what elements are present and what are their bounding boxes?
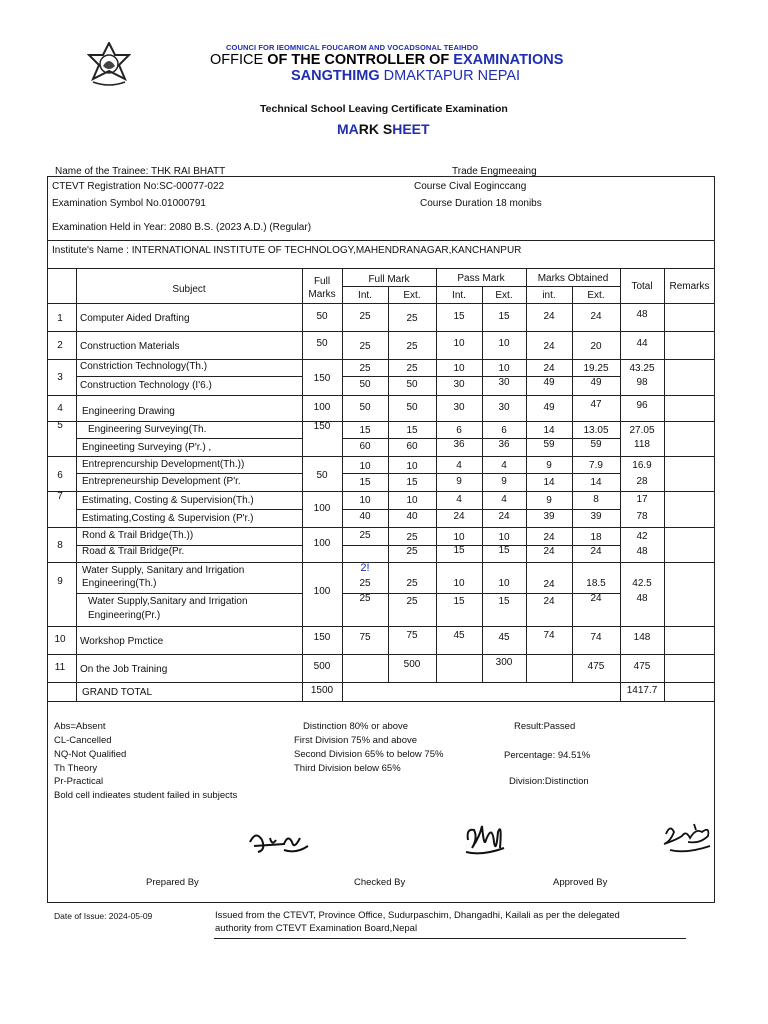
pass-ext: 45 bbox=[498, 632, 510, 643]
checked-signature bbox=[462, 818, 508, 860]
header-int: int. bbox=[542, 290, 556, 301]
subject-name-line2: Engineering(Th.) bbox=[82, 578, 157, 589]
full-marks: 100 bbox=[313, 503, 331, 514]
full-marks: 500 bbox=[313, 661, 331, 672]
full-int: 25 bbox=[359, 363, 371, 374]
subject-name: Engineering Drawing bbox=[82, 406, 175, 417]
subject-name: Engineeting Surveying (P'r.) , bbox=[82, 442, 212, 453]
obt-int: 39 bbox=[543, 511, 555, 522]
obt-int: 24 bbox=[543, 341, 555, 352]
obt-int: 24 bbox=[543, 532, 555, 543]
full-int: 25 bbox=[359, 311, 371, 322]
full-ext: 25 bbox=[406, 532, 418, 543]
full-marks: 150 bbox=[313, 421, 331, 432]
obt-ext: 475 bbox=[587, 661, 605, 672]
row-total: 118 bbox=[634, 439, 650, 450]
pass-ext: 15 bbox=[498, 596, 510, 607]
office-location: SANGTHIMG DMAKTAPUR NEPAI bbox=[291, 68, 521, 84]
full-ext: 50 bbox=[406, 402, 418, 413]
pass-int: 4 bbox=[456, 460, 462, 471]
obt-ext: 74 bbox=[590, 632, 602, 643]
pass-ext: 30 bbox=[498, 402, 510, 413]
subject-name: Constriction Technology(Th.) bbox=[80, 361, 208, 372]
full-int: 10 bbox=[359, 461, 371, 472]
full-marks: 150 bbox=[313, 632, 331, 643]
full-marks: 100 bbox=[313, 586, 331, 597]
approved-by-label: Approved By bbox=[553, 877, 608, 888]
legend-bold: Bold cell indieates student failed in subjects bbox=[54, 790, 238, 801]
full-ext: 15 bbox=[406, 477, 418, 488]
obt-ext: 18 bbox=[590, 532, 602, 543]
obt-int: 49 bbox=[543, 377, 555, 388]
grand-total-full: 1500 bbox=[310, 685, 334, 696]
header-full-a: Full bbox=[313, 276, 331, 287]
obt-int: 24 bbox=[543, 311, 555, 322]
trainee-name: Name of the Trainee: THK RAI BHATT bbox=[55, 166, 226, 177]
subject-name: Entreprencurship Development(Th.)) bbox=[82, 459, 245, 470]
obt-ext: 8 bbox=[593, 494, 599, 505]
legend-abs: Abs=Absent bbox=[54, 721, 106, 732]
pass-int: 30 bbox=[453, 379, 465, 390]
full-int-annotation: 2! bbox=[360, 562, 370, 574]
row-total: 98 bbox=[636, 377, 648, 388]
pass-int: 30 bbox=[453, 402, 465, 413]
exam-held: Examination Held in Year: 2080 B.S. (2023 A.D.) (Regular) bbox=[52, 222, 312, 233]
legend-third: Third Division below 65% bbox=[294, 763, 401, 774]
subject-name-line2: Engineering(Pr.) bbox=[88, 610, 161, 621]
full-int: 25 bbox=[359, 593, 371, 604]
full-marks: 50 bbox=[316, 470, 328, 481]
subject-name: Computer Aided Drafting bbox=[80, 313, 190, 324]
legend-distinction: Distinction 80% or above bbox=[303, 721, 409, 732]
full-marks: 50 bbox=[316, 338, 328, 349]
header-remarks: Remarks bbox=[669, 281, 710, 292]
legend-cl: CL-Cancelled bbox=[54, 735, 112, 746]
row-total: 17 bbox=[636, 494, 648, 505]
header-subject: Subject bbox=[172, 284, 206, 295]
full-int: 50 bbox=[359, 379, 371, 390]
full-int: 15 bbox=[359, 477, 371, 488]
full-ext: 25 bbox=[406, 363, 418, 374]
pass-ext: 10 bbox=[498, 578, 510, 589]
obt-ext: 24 bbox=[590, 311, 602, 322]
obt-ext: 18.5 bbox=[586, 578, 606, 589]
prepared-by-label: Prepared By bbox=[146, 877, 199, 888]
full-ext: 25 bbox=[406, 578, 418, 589]
full-ext: 10 bbox=[406, 461, 418, 472]
header-pass-mark: Pass Mark bbox=[457, 273, 505, 284]
pass-ext: 6 bbox=[501, 425, 507, 436]
full-int: 40 bbox=[359, 511, 371, 522]
pass-ext: 15 bbox=[498, 311, 510, 322]
row-total: 42 bbox=[636, 531, 648, 542]
row-sn: 7 bbox=[57, 491, 63, 502]
row-total: 48 bbox=[636, 546, 648, 557]
row-total: 44 bbox=[636, 338, 648, 349]
header-ext: Ext. bbox=[403, 290, 421, 301]
row-sn: 11 bbox=[54, 662, 66, 673]
obt-int: 9 bbox=[546, 495, 552, 506]
pass-ext: 36 bbox=[498, 439, 510, 450]
obt-ext: 14 bbox=[590, 477, 602, 488]
course-name: Course Cival Eoginccang bbox=[414, 181, 527, 192]
legend-nq: NQ-Not Qualified bbox=[54, 749, 127, 760]
full-int: 25 bbox=[359, 530, 371, 541]
issue-date: Date of Issue: 2024-05-09 bbox=[54, 911, 153, 921]
pass-ext: 9 bbox=[501, 476, 507, 487]
subject-name: Rond & Trail Bridge(Th.)) bbox=[82, 530, 194, 541]
row-total: 48 bbox=[636, 309, 648, 320]
row-total: 16.9 bbox=[632, 460, 652, 471]
subject-name-line1: Water Supply, Sanitary and Irrigation bbox=[82, 565, 245, 576]
full-int: 25 bbox=[359, 578, 371, 589]
pass-int: 45 bbox=[453, 630, 465, 641]
office-title: OFFICE OF THE CONTROLLER OF EXAMINATIONS bbox=[210, 52, 564, 68]
subject-name: Engineering Surveying(Th. bbox=[88, 424, 207, 435]
full-marks: 150 bbox=[313, 373, 331, 384]
full-ext: 60 bbox=[406, 441, 418, 452]
pass-int: 6 bbox=[456, 425, 462, 436]
header-int: Int. bbox=[358, 290, 372, 301]
obt-ext: 47 bbox=[590, 399, 602, 410]
row-sn: 10 bbox=[54, 634, 66, 645]
grand-total-obtained: 1417.7 bbox=[626, 685, 658, 696]
pass-int: 15 bbox=[453, 311, 465, 322]
grand-total-label: GRAND TOTAL bbox=[82, 687, 153, 698]
full-int: 60 bbox=[359, 441, 371, 452]
row-sn: 6 bbox=[57, 470, 63, 481]
row-total: 27.05 bbox=[629, 425, 655, 436]
pass-int: 15 bbox=[453, 545, 465, 556]
subject-name: Construction Materials bbox=[80, 341, 180, 352]
council-name: COUNCI FOR IEOMNICAL FOUCAROM AND VOCADSONAL TEAIHDO bbox=[226, 43, 479, 52]
full-ext: 500 bbox=[403, 659, 421, 670]
pass-int: 36 bbox=[453, 439, 465, 450]
subject-name: On the Job Training bbox=[80, 664, 168, 675]
subject-name: Estimating, Costing & Supervision(Th.) bbox=[82, 495, 254, 506]
header-full-mark: Full Mark bbox=[368, 274, 410, 285]
full-int: 25 bbox=[359, 341, 371, 352]
full-int: 50 bbox=[359, 402, 371, 413]
full-ext: 25 bbox=[406, 596, 418, 607]
full-ext: 25 bbox=[406, 546, 418, 557]
obt-ext: 59 bbox=[590, 439, 602, 450]
pass-int: 9 bbox=[456, 476, 462, 487]
mark-sheet-title: MARK SHEET bbox=[337, 121, 430, 137]
result-percentage: Percentage: 94.51% bbox=[504, 750, 591, 761]
legend-first: First Division 75% and above bbox=[294, 735, 418, 746]
obt-int: 49 bbox=[543, 402, 555, 413]
registration-no: CTEVT Registration No:SC-00077-022 bbox=[52, 181, 225, 192]
full-marks: 100 bbox=[313, 538, 331, 549]
obt-int: 24 bbox=[543, 596, 555, 607]
full-marks: 100 bbox=[313, 402, 331, 413]
row-sn: 8 bbox=[57, 540, 63, 551]
row-total: 28 bbox=[636, 476, 648, 487]
subject-name-line1: Water Supply,Sanitary and Irrigation bbox=[88, 596, 248, 607]
pass-int: 4 bbox=[456, 494, 462, 505]
row-sn: 1 bbox=[57, 313, 63, 324]
pass-ext: 4 bbox=[501, 494, 507, 505]
obt-ext: 49 bbox=[590, 377, 602, 388]
subject-name: Estimating,Costing & Supervision (P'r.) bbox=[82, 513, 254, 524]
pass-int: 15 bbox=[453, 596, 465, 607]
full-ext: 15 bbox=[406, 425, 418, 436]
pass-ext: 10 bbox=[498, 338, 510, 349]
header-ext: Ext. bbox=[587, 290, 605, 301]
full-ext: 75 bbox=[406, 630, 418, 641]
full-marks: 50 bbox=[316, 311, 328, 322]
legend-th: Th Theory bbox=[54, 763, 98, 774]
full-int: 75 bbox=[359, 632, 371, 643]
pass-ext: 4 bbox=[501, 460, 507, 471]
obt-int: 24 bbox=[543, 579, 555, 590]
pass-int: 24 bbox=[453, 511, 465, 522]
obt-ext: 24 bbox=[590, 546, 602, 557]
result-status: Result:Passed bbox=[514, 721, 576, 732]
pass-int: 10 bbox=[453, 532, 465, 543]
row-total: 96 bbox=[636, 400, 648, 411]
row-sn: 5 bbox=[57, 420, 63, 431]
obt-ext: 24 bbox=[590, 593, 602, 604]
header-ext: Ext. bbox=[495, 290, 513, 301]
subject-name: Entrepreneurship Development (P'r. bbox=[82, 476, 241, 487]
pass-ext: 10 bbox=[498, 532, 510, 543]
pass-ext: 15 bbox=[498, 545, 510, 556]
issued-statement-line1: Issued from the CTEVT, Province Office, Sudurpaschim, Dhangadhi, Kailali as per the delegated bbox=[215, 910, 620, 921]
row-sn: 4 bbox=[57, 403, 63, 414]
issued-statement-line2: authority from CTEVT Examination Board,Nepal bbox=[215, 923, 418, 934]
institute-name: Institute's Name : INTERNATIONAL INSTITUTE OF TECHNOLOGY,MAHENDRANAGAR,KANCHANPUR bbox=[52, 245, 522, 256]
row-total: 475 bbox=[633, 661, 651, 672]
row-sn: 9 bbox=[57, 576, 63, 587]
ctevt-logo bbox=[87, 42, 131, 88]
header-marks-obtained: Marks Obtained bbox=[537, 273, 609, 284]
obt-ext: 20 bbox=[590, 341, 602, 352]
obt-int: 14 bbox=[543, 477, 555, 488]
row-total: 148 bbox=[633, 632, 651, 643]
full-ext: 40 bbox=[406, 511, 418, 522]
row-total: 78 bbox=[636, 511, 648, 522]
header-full-b: Marks bbox=[308, 289, 336, 300]
obt-ext: 39 bbox=[590, 511, 602, 522]
pass-ext: 24 bbox=[498, 511, 510, 522]
obt-int: 14 bbox=[543, 425, 555, 436]
row-total: 43.25 bbox=[629, 363, 655, 374]
approved-signature bbox=[660, 820, 714, 856]
full-ext: 50 bbox=[406, 379, 418, 390]
trade: Trade Engmeeaing bbox=[452, 166, 537, 177]
row-total: 48 bbox=[636, 593, 648, 604]
checked-by-label: Checked By bbox=[354, 877, 406, 888]
full-ext: 25 bbox=[406, 313, 418, 324]
pass-int: 10 bbox=[453, 578, 465, 589]
obt-int: 24 bbox=[543, 546, 555, 557]
full-int: 10 bbox=[359, 495, 371, 506]
header-total: Total bbox=[631, 281, 653, 292]
full-int: 15 bbox=[359, 425, 371, 436]
row-sn: 3 bbox=[57, 372, 63, 383]
obt-int: 59 bbox=[543, 439, 555, 450]
result-division: Division:Distinction bbox=[509, 776, 589, 787]
obt-ext: 19.25 bbox=[583, 363, 609, 374]
course-duration: Course Duration 18 monibs bbox=[420, 198, 542, 209]
prepared-signature bbox=[244, 824, 312, 860]
pass-ext: 30 bbox=[498, 377, 510, 388]
pass-ext: 300 bbox=[495, 657, 513, 668]
pass-int: 10 bbox=[453, 363, 465, 374]
subject-name: Road & Trail Bridge(Pr. bbox=[82, 546, 185, 557]
pass-int: 10 bbox=[453, 338, 465, 349]
obt-int: 74 bbox=[543, 630, 555, 641]
obt-ext: 7.9 bbox=[589, 460, 603, 471]
legend-second: Second Division 65% to below 75% bbox=[294, 749, 444, 760]
row-total: 42.5 bbox=[632, 578, 652, 589]
legend-pr: Pr-Practical bbox=[54, 776, 104, 787]
exam-title: Technical School Leaving Certificate Examination bbox=[260, 103, 508, 115]
pass-ext: 10 bbox=[498, 363, 510, 374]
subject-name: Workshop Pmctice bbox=[80, 636, 164, 647]
obt-int: 9 bbox=[546, 460, 552, 471]
subject-name: Construction Technology (I'6.) bbox=[80, 380, 212, 391]
obt-int: 24 bbox=[543, 363, 555, 374]
header-int: Int. bbox=[452, 290, 466, 301]
row-sn: 2 bbox=[57, 340, 63, 351]
obt-ext: 13.05 bbox=[583, 425, 609, 436]
symbol-no: Examination Symbol No.01000791 bbox=[52, 198, 206, 209]
full-ext: 10 bbox=[406, 495, 418, 506]
full-ext: 25 bbox=[406, 341, 418, 352]
